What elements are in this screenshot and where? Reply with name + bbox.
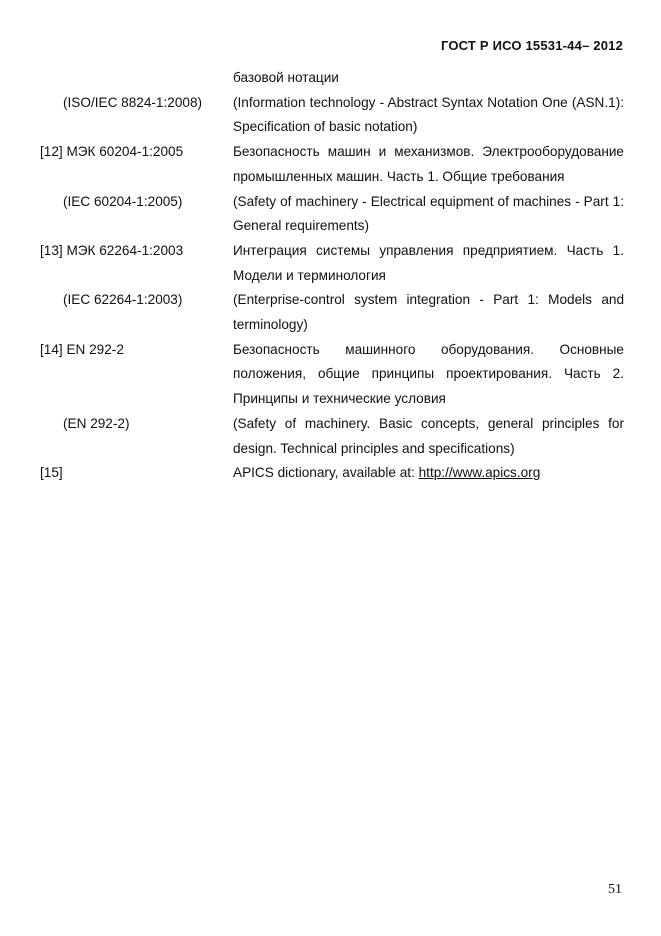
list-item [40,461,624,486]
reference-title: (Safety of machinery - Electrical equipment of machines - Part 1: General requirements) [233,193,624,234]
reference-title: Безопасность машин и механизмов. Электрооборудование промышленных машин. Часть 1. Общие требования [233,144,624,184]
page-number: 51 [608,882,622,897]
list-item [40,140,624,189]
bibliography-list [40,66,624,486]
reference-title: базовой нотации [233,70,339,85]
list-item [40,239,624,288]
reference-title: Безопасность машинного оборудования. Основные положения, общие принципы проектирования. Часть 2. Принципы и технические условия [233,341,624,407]
reference-title: (Information technology - Abstract Syntax Notation One (ASN.1): Specification of basic notation) [233,94,624,135]
reference-title: (Enterprise-control system integration - Part 1: Models and terminology) [233,292,624,333]
reference-code: (ISO/IEC 8824-1:2008) [63,94,203,110]
list-item [40,91,624,140]
reference-code: (IEC 62264-1:2003) [63,292,183,308]
list-item [40,288,624,337]
reference-code: [12] МЭК 60204-1:2005 [40,144,184,160]
reference-code: (IEC 60204-1:2005) [63,193,183,209]
reference-code: (EN 292-2) [63,415,130,431]
reference-title: Интеграция системы управления предприятием. Часть 1. Модели и терминология [233,242,624,283]
reference-code: [15] [40,465,63,481]
apics-link[interactable]: http://www.apics.org [418,465,541,481]
reference-code: [13] МЭК 62264-1:2003 [40,242,184,258]
document-code-header: ГОСТ Р ИСО 15531-44– 2012 [440,38,623,53]
list-item [40,338,624,412]
list-item [40,190,624,239]
reference-text: APICS dictionary, available at: [233,465,419,481]
reference-code [40,66,233,91]
reference-title: (Safety of machinery. Basic concepts, general principles for design. Technical principles and specifications) [233,415,624,456]
reference-title [233,461,624,486]
list-item [40,66,624,91]
reference-code: [14] EN 292-2 [40,341,124,357]
list-item [40,412,624,461]
